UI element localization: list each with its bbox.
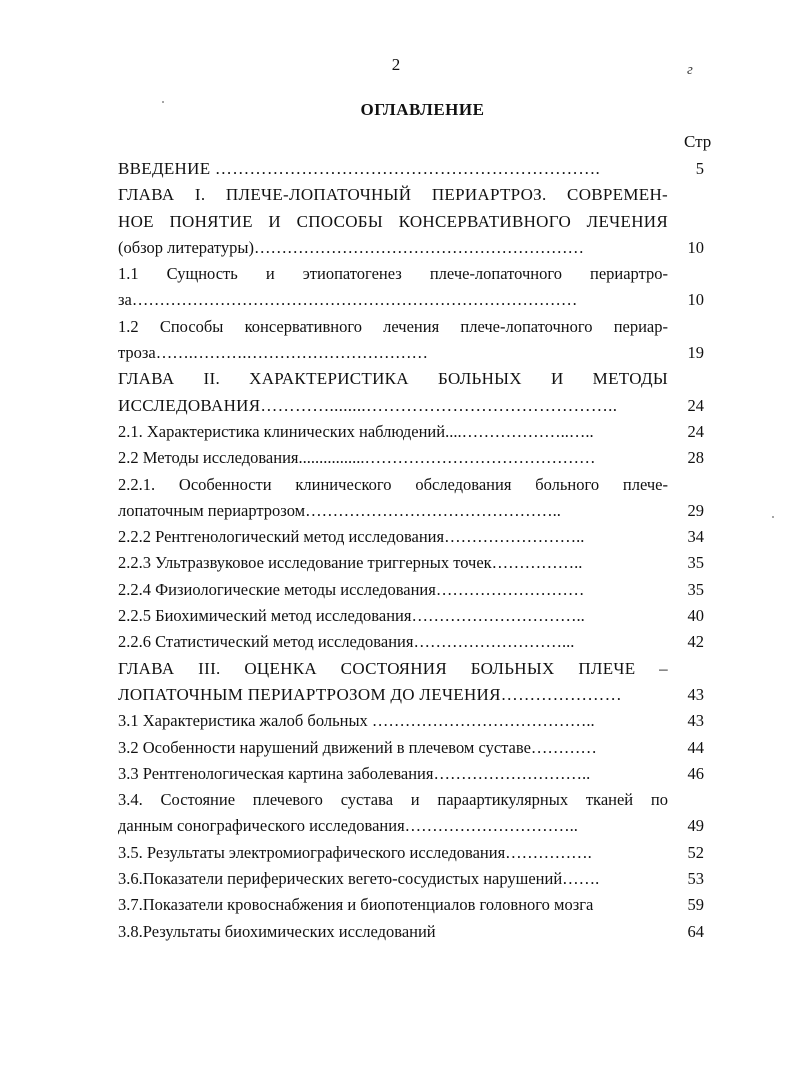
- toc-entry-title: 3.6.Показатели периферических вегето-сосудистых нарушений…….: [118, 869, 600, 889]
- toc-entry-title: данным сонографического исследования…………………………..: [118, 816, 578, 836]
- toc-entry-title: 1.1 Сущность и этиопатогенез плече-лопаточного периартро-: [118, 264, 668, 284]
- toc-entry-page: 35: [687, 579, 704, 599]
- toc-entry[interactable]: [118, 603, 722, 629]
- toc-entry[interactable]: [118, 498, 722, 524]
- toc-entry[interactable]: [118, 156, 722, 182]
- toc-entry[interactable]: [118, 708, 722, 734]
- toc-entry-page: 42: [687, 632, 704, 652]
- toc-entry[interactable]: [118, 235, 722, 261]
- toc-entry-title: 3.3 Рентгенологическая картина заболевания………………………..: [118, 763, 591, 783]
- toc-entry[interactable]: [118, 261, 722, 287]
- table-of-contents: [118, 156, 722, 945]
- toc-entry-title: ВВЕДЕНИЕ ………………………………………………………….: [118, 159, 601, 178]
- toc-entry-title: 3.8.Результаты биохимических исследований: [118, 921, 436, 941]
- page-number: 2: [391, 55, 401, 74]
- toc-entry[interactable]: [118, 472, 722, 498]
- toc-entry[interactable]: [118, 287, 722, 313]
- toc-entry-page: 52: [687, 842, 704, 862]
- toc-entry-title: 2.2.6 Статистический метод исследования………………………...: [118, 632, 575, 652]
- toc-entry-title: троза…….……….……………………………: [118, 343, 429, 363]
- toc-entry-title: (обзор литературы)……………………………………………………: [118, 237, 585, 257]
- toc-entry-title: 2.2.1. Особенности клинического обследования больного плече-: [118, 474, 668, 494]
- toc-entry[interactable]: [118, 919, 722, 945]
- toc-entry[interactable]: [118, 892, 722, 918]
- toc-entry-title: 2.2 Методы исследования................……………………………………: [118, 448, 596, 468]
- toc-entry[interactable]: [118, 866, 722, 892]
- toc-entry-title: 2.2.5 Биохимический метод исследования…………………………..: [118, 606, 585, 626]
- toc-entry-page: 43: [687, 711, 704, 731]
- toc-entry[interactable]: [118, 393, 722, 419]
- toc-entry[interactable]: [118, 787, 722, 813]
- toc-entry-page: 5: [695, 159, 704, 178]
- toc-entry-page: 49: [687, 816, 704, 836]
- toc-entry-page: 40: [687, 606, 704, 626]
- toc-entry-page: 35: [687, 553, 704, 573]
- page-column-header: Стр: [684, 132, 712, 151]
- toc-entry[interactable]: [118, 577, 722, 603]
- toc-entry-page: 43: [687, 684, 704, 704]
- toc-entry-title: ИССЛЕДОВАНИЯ…………........……………………………………..: [118, 395, 618, 415]
- toc-entry[interactable]: [118, 314, 722, 340]
- toc-entry[interactable]: [118, 524, 722, 550]
- toc-entry[interactable]: [118, 550, 722, 576]
- toc-entry-title: 2.1. Характеристика клинических наблюдений....………………..…..: [118, 421, 594, 441]
- toc-entry-page: 10: [687, 237, 704, 257]
- toc-entry[interactable]: [118, 813, 722, 839]
- toc-entry-title: ГЛАВА II. ХАРАКТЕРИСТИКА БОЛЬНЫХ И МЕТОДЫ: [118, 369, 668, 389]
- toc-entry-page: 64: [687, 921, 704, 941]
- toc-entry-page: 44: [687, 737, 704, 757]
- toc-entry[interactable]: [118, 182, 722, 208]
- toc-entry-page: 29: [687, 500, 704, 520]
- toc-entry-page: 34: [687, 527, 704, 547]
- toc-entry-title: 3.4. Состояние плечевого сустава и параартикулярных тканей по: [118, 790, 668, 810]
- toc-entry[interactable]: [118, 340, 722, 366]
- toc-entry[interactable]: [118, 419, 722, 445]
- toc-entry-title: НОЕ ПОНЯТИЕ И СПОСОБЫ КОНСЕРВАТИВНОГО ЛЕЧЕНИЯ: [118, 211, 668, 231]
- toc-entry-title: за………………………………………………………………………: [118, 290, 578, 310]
- scan-speck: [772, 516, 774, 518]
- toc-entry[interactable]: [118, 445, 722, 471]
- corner-mark: г: [687, 62, 693, 78]
- toc-entry-page: 10: [687, 290, 704, 310]
- toc-entry-title: 2.2.4 Физиологические методы исследования………………………: [118, 579, 585, 599]
- toc-entry-title: 3.1 Характеристика жалоб больных …………………………………..: [118, 711, 595, 731]
- toc-entry[interactable]: [118, 366, 722, 392]
- toc-entry-title: 2.2.3 Ультразвуковое исследование триггерных точек……………..: [118, 553, 583, 573]
- toc-entry-title: 3.5. Результаты электромиографического исследования…………….: [118, 842, 592, 862]
- toc-entry-page: 24: [687, 421, 704, 441]
- toc-entry-title: лопаточным периартрозом………………………………………..: [118, 500, 561, 520]
- toc-entry-page: 24: [687, 395, 704, 415]
- toc-entry-title: ЛОПАТОЧНЫМ ПЕРИАРТРОЗОМ ДО ЛЕЧЕНИЯ…………………: [118, 684, 622, 704]
- toc-entry[interactable]: [118, 209, 722, 235]
- toc-entry-page: 19: [687, 343, 704, 363]
- toc-entry[interactable]: [118, 840, 722, 866]
- toc-entry-page: 59: [687, 895, 704, 915]
- toc-title: ОГЛАВЛЕНИЕ: [360, 100, 485, 119]
- toc-entry-title: 2.2.2 Рентгенологический метод исследования……………………..: [118, 527, 585, 547]
- toc-entry-title: 3.2 Особенности нарушений движений в плечевом суставе…………: [118, 737, 597, 757]
- toc-entry-title: ГЛАВА I. ПЛЕЧЕ-ЛОПАТОЧНЫЙ ПЕРИАРТРОЗ. СОВРЕМЕН-: [118, 185, 668, 205]
- toc-entry[interactable]: [118, 629, 722, 655]
- toc-entry-page: 28: [687, 448, 704, 468]
- toc-entry-page: 46: [687, 763, 704, 783]
- toc-entry-page: 53: [687, 869, 704, 889]
- toc-entry-title: 1.2 Способы консервативного лечения плече-лопаточного периар-: [118, 316, 668, 336]
- toc-entry[interactable]: [118, 761, 722, 787]
- toc-entry[interactable]: [118, 682, 722, 708]
- toc-entry[interactable]: [118, 656, 722, 682]
- toc-entry-title: 3.7.Показатели кровоснабжения и биопотенциалов головного мозга: [118, 895, 594, 915]
- toc-entry[interactable]: [118, 735, 722, 761]
- toc-entry-title: ГЛАВА III. ОЦЕНКА СОСТОЯНИЯ БОЛЬНЫХ ПЛЕЧЕ –: [118, 658, 668, 678]
